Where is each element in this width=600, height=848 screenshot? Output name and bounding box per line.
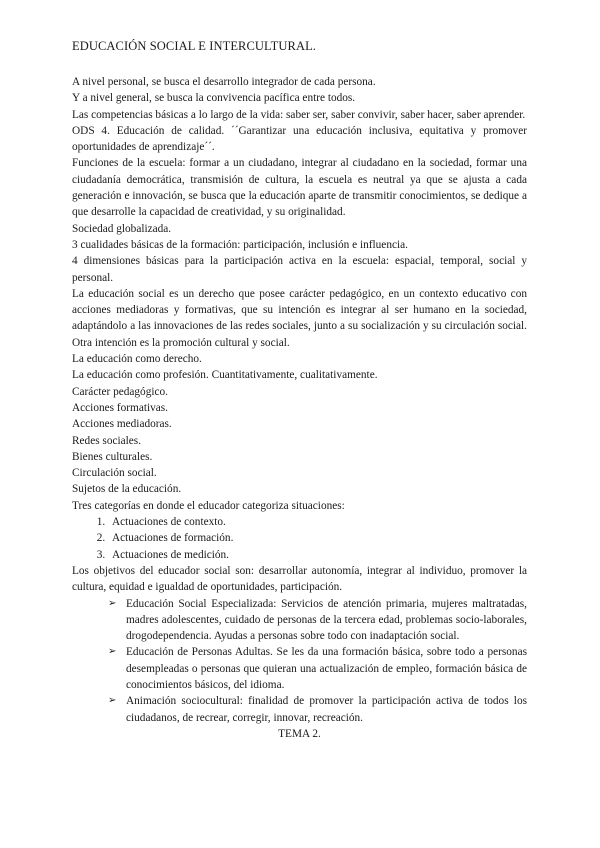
paragraph: Tres categorías en donde el educador categoriza situaciones: — [72, 499, 345, 512]
paragraph: Acciones mediadoras. — [72, 418, 172, 431]
paragraph: Redes sociales. — [72, 434, 142, 447]
list-item-text: Educación de Personas Adultas. Se les da una formación básica, sobre todo a personas desempleadas o personas que quieran una actualización de empleo, formación básica de conocimientos básicos, del idioma. — [126, 646, 527, 691]
intro-paragraphs — [72, 74, 527, 514]
paragraph: La educación social es un derecho que posee carácter pedagógico, en un contexto educativo con acciones mediadoras y formativas, que su intención es integrar al ser humano en la sociedad, adaptándolo a las innovaciones de las redes sociales, junto a su socialización y su circulación social. Otra intención es la promoción cultural y social. — [72, 287, 527, 349]
arrow-bullet-icon: ➢ — [108, 695, 117, 707]
list-item: 2. Actuaciones de formación. — [108, 530, 527, 546]
list-item — [108, 693, 527, 726]
paragraph-objectives: Los objetivos del educador social son: desarrollar autonomía, integrar al individuo, promover la cultura, equidad e igualdad de oportunidades, participación. — [72, 564, 527, 594]
section-footer: TEMA 2. — [278, 727, 321, 740]
page-title: EDUCACIÓN SOCIAL E INTERCULTURAL. — [72, 39, 317, 53]
paragraph: 3 cualidades básicas de la formación: participación, inclusión e influencia. — [72, 238, 408, 251]
list-item: 3. Actuaciones de medición. — [108, 547, 527, 563]
paragraph: Circulación social. — [72, 467, 157, 480]
list-item — [108, 596, 527, 645]
paragraph: 4 dimensiones básicas para la participación activa en la escuela: espacial, temporal, social y personal. — [72, 255, 527, 284]
paragraph: A nivel personal, se busca el desarrollo integrador de cada persona. — [72, 76, 376, 88]
arrow-bullet-icon: ➢ — [108, 646, 117, 658]
paragraph: La educación como profesión. Cuantitativamente, cualitativamente. — [72, 369, 378, 382]
paragraph: Acciones formativas. — [72, 401, 168, 414]
numbered-list — [72, 514, 527, 563]
paragraph: Carácter pedagógico. — [72, 385, 168, 398]
list-item-text: Animación sociocultural: finalidad de promover la participación activa de todos los ciudadanos, de recrear, corregir, innovar, recreación. — [126, 695, 527, 724]
paragraph: Las competencias básicas a lo largo de la vida: saber ser, saber convivir, saber hacer, saber aprender. — [72, 108, 526, 121]
list-item-text: Educación Social Especializada: Servicios de atención primaria, mujeres maltratadas, madres adolescentes, cuidado de personas de la tercera edad, problemas socio-laborales, drogodependencia. Ayudas a personas sobre todo con inadaptación social. — [126, 597, 527, 643]
paragraph: Funciones de la escuela: formar a un ciudadano, integrar al ciudadano en la sociedad, formar una ciudadanía democrática, transmisión de cultura, la escuela es neutral ya que se ajusta a cada generación e innovación, se busca que la educación aparte de transmitir conocimientos, se dedique a que desarrolle la capacidad de creatividad, y su originalidad. — [72, 157, 527, 219]
paragraph: Bienes culturales. — [72, 450, 153, 463]
arrow-list — [72, 596, 527, 726]
document-page — [72, 38, 527, 742]
paragraph: Sociedad globalizada. — [72, 222, 172, 235]
arrow-bullet-icon: ➢ — [108, 597, 117, 609]
paragraph: Sujetos de la educación. — [72, 483, 182, 496]
paragraph: Y a nivel general, se busca la convivencia pacífica entre todos. — [72, 92, 356, 105]
list-item — [108, 644, 527, 693]
paragraph: La educación como derecho. — [72, 353, 202, 366]
paragraph: ODS 4. Educación de calidad. ´´Garantizar una educación inclusiva, equitativa y promover oportunidades de aprendizaje´´. — [72, 124, 527, 154]
list-item: 1. Actuaciones de contexto. — [108, 514, 527, 530]
